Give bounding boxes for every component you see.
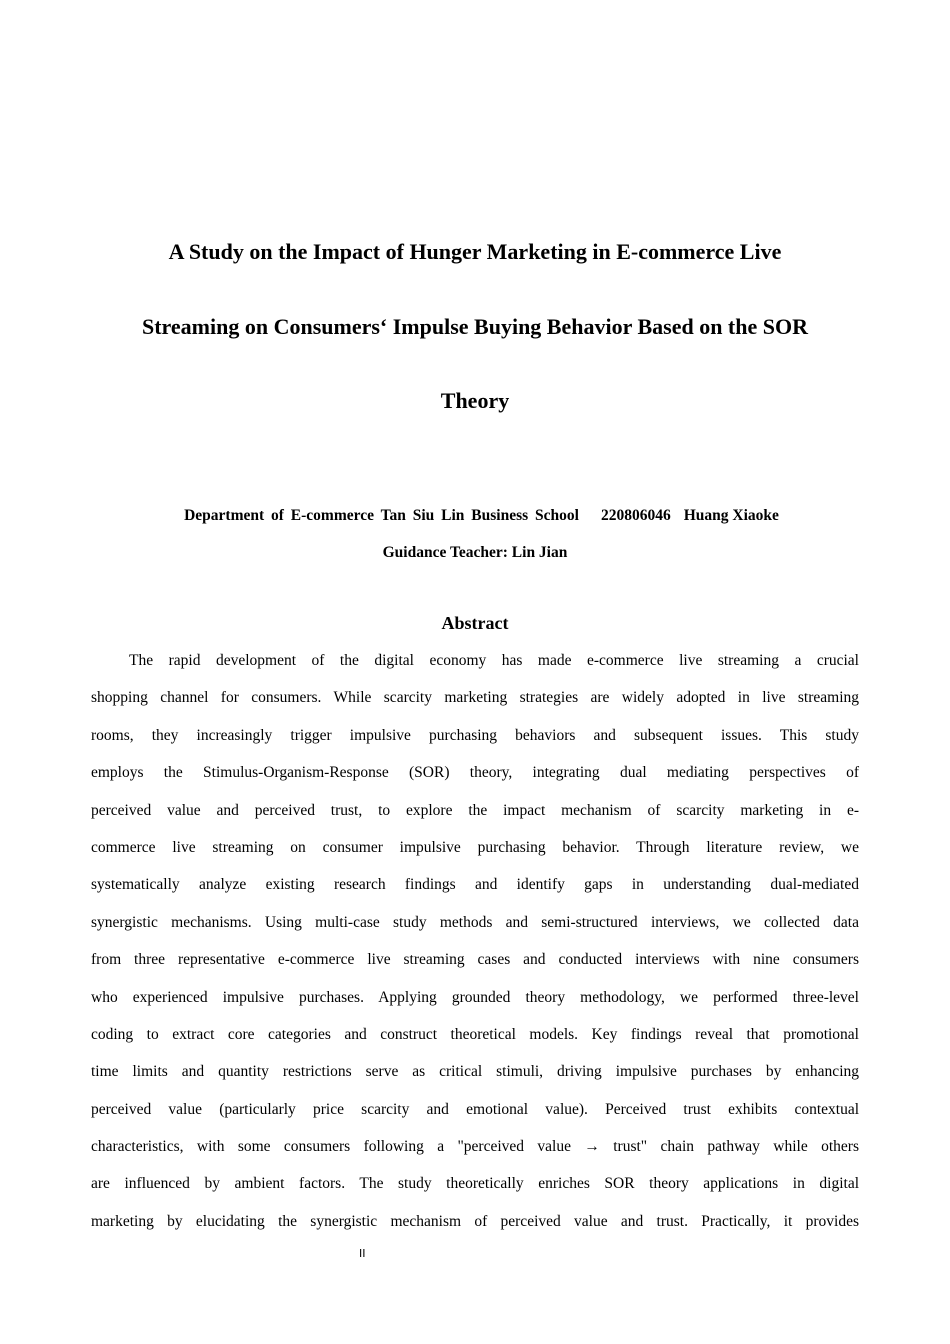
page-number: II: [359, 1247, 366, 1260]
abstract-body: [91, 642, 859, 1240]
abstract-line: synergistic mechanisms. Using multi-case study methods and semi-structured interviews, we collected data: [91, 913, 859, 931]
abstract-line: systematically analyze existing research findings and identify gaps in understanding dual-mediated: [91, 876, 859, 894]
paper-title-line-2: Streaming on Consumers‘ Impulse Buying Behavior Based on the SOR: [141, 314, 808, 339]
author-name: Huang Xiaoke: [683, 507, 779, 524]
abstract-line: marketing by elucidating the synergistic mechanism of perceived value and trust. Practically, it provides: [91, 1212, 859, 1230]
paper-title-line-3: Theory: [440, 388, 510, 413]
guidance-teacher: Guidance Teacher: Lin Jian: [382, 544, 568, 561]
abstract-line: are influenced by ambient factors. The study theoretically enriches SOR theory applications in digital: [91, 1175, 859, 1193]
abstract-line: employs the Stimulus-Organism-Response (SOR) theory, integrating dual mediating perspectives of: [91, 764, 859, 782]
abstract-line: from three representative e-commerce live streaming cases and conducted interviews with nine consumers: [91, 951, 859, 969]
abstract-heading: Abstract: [441, 613, 509, 633]
abstract-line: time limits and quantity restrictions serve as critical stimuli, driving impulsive purchases by enhancing: [91, 1063, 859, 1081]
author-department: Department of E-commerce Tan Siu Lin Business School: [184, 507, 579, 524]
abstract-line: The rapid development of the digital economy has made e-commerce live streaming a crucial: [129, 652, 859, 669]
author-student-id: 220806046: [600, 507, 671, 524]
paper-title-line-1: A Study on the Impact of Hunger Marketing in E-commerce Live: [168, 239, 782, 264]
author-info: [0, 506, 950, 526]
abstract-line: perceived value and perceived trust, to explore the impact mechanism of scarcity marketing in e-: [91, 801, 859, 819]
abstract-line: characteristics, with some consumers following a "perceived value → trust" chain pathway while others: [91, 1138, 859, 1156]
abstract-line: coding to extract core categories and construct theoretical models. Key findings reveal that promotional: [91, 1025, 859, 1043]
abstract-line: shopping channel for consumers. While scarcity marketing strategies are widely adopted in live streaming: [91, 689, 859, 707]
abstract-line: who experienced impulsive purchases. Applying grounded theory methodology, we performed three-level: [91, 988, 859, 1006]
abstract-line: perceived value (particularly price scarcity and emotional value). Perceived trust exhibits contextual: [91, 1100, 859, 1118]
abstract-line: rooms, they increasingly trigger impulsive purchasing behaviors and subsequent issues. This study: [91, 726, 859, 744]
abstract-line: commerce live streaming on consumer impulsive purchasing behavior. Through literature review, we: [91, 838, 859, 856]
